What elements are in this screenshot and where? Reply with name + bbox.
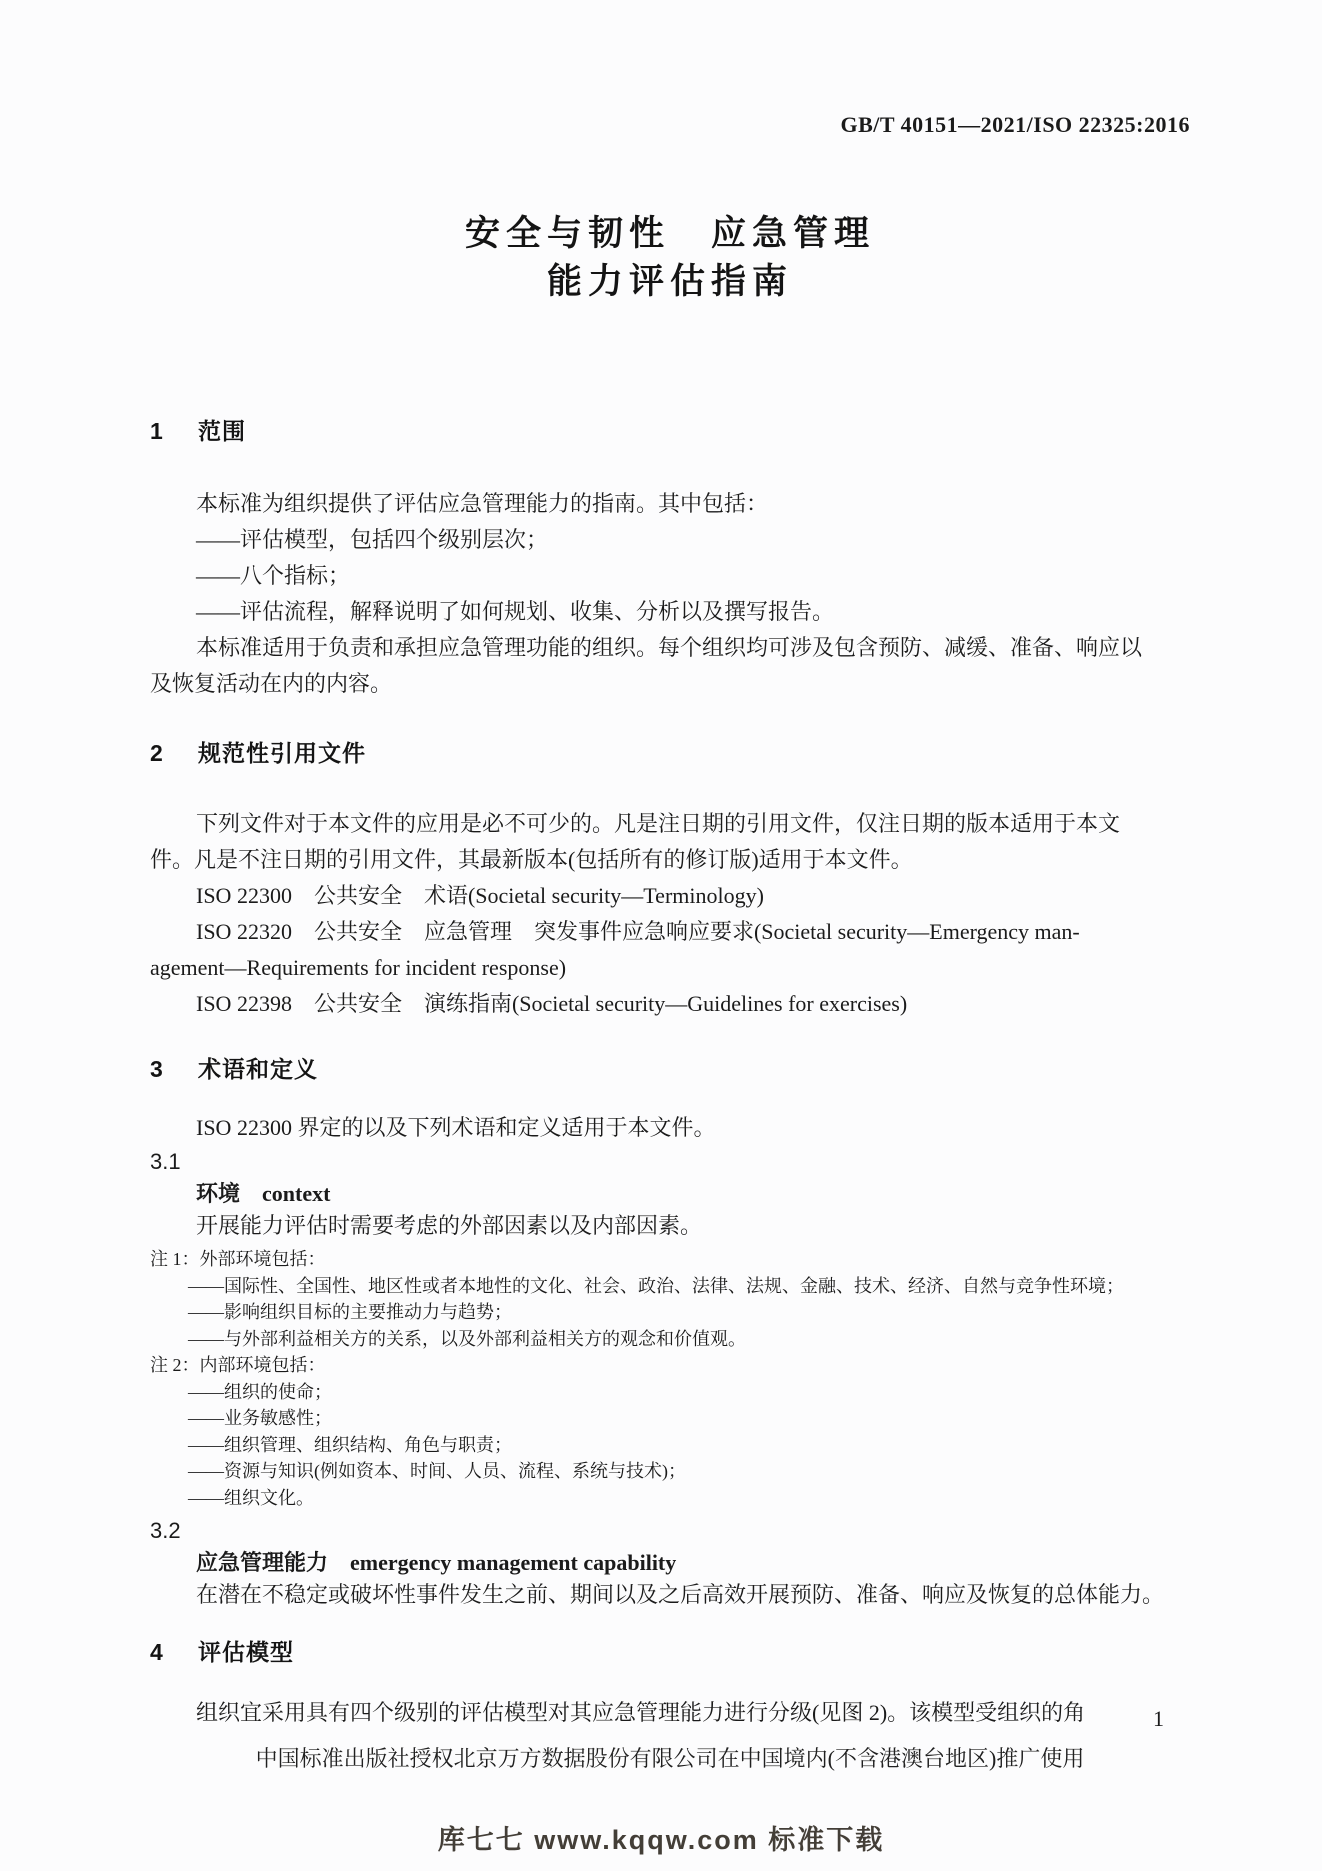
publisher-statement: 中国标准出版社授权北京万方数据股份有限公司在中国境内(不含港澳台地区)推广使用 [255,1746,1085,1771]
note-list-item: ——业务敏感性； [188,1408,332,1428]
note-list-item: ——与外部利益相关方的关系，以及外部利益相关方的观念和价值观。 [188,1328,746,1349]
section-4-heading [150,1637,1190,1667]
list-item-line: ——评估流程，解释说明了如何规划、收集、分析以及撰写报告。 [196,599,835,624]
standard-code: GB/T 40151—2021/ISO 22325:2016 [840,112,1190,137]
paragraph-line: 及恢复活动在内的内容。 [150,671,393,696]
section-2-number: 2 [150,740,164,766]
reference-line: ISO 22398 公共安全 演练指南(Societal security—Guidelines for exercises) [196,991,908,1016]
list-item-line: ——评估模型，包括四个级别层次； [196,527,549,552]
note-line: 注 1：外部环境包括： [150,1249,326,1269]
note-list-item: ——组织的使命； [188,1381,332,1402]
document-title [150,210,1190,306]
term-3-2-id: 3.2 [150,1518,181,1543]
list-item-line: ——八个指标； [196,563,351,588]
note-list-item: ——组织管理、组织结构、角色与职责； [188,1434,512,1455]
note-list-item: ——组织文化。 [188,1487,314,1508]
term-3-1-definition: 开展能力评估时需要考虑的外部因素以及内部因素。 [196,1213,703,1238]
note-list-item: ——国际性、全国性、地区性或者本地性的文化、社会、政治、法律、法规、金融、技术、经济、自然与竞争性环境； [188,1275,1124,1296]
terms-intro-line: ISO 22300 界定的以及下列术语和定义适用于本文件。 [196,1115,716,1140]
section-3-number: 3 [150,1056,164,1082]
document-title-line-2: 能力评估指南 [546,262,793,301]
term-3-1-name: 环境 context [196,1181,331,1206]
section-1-heading [150,416,1190,446]
reference-line: ISO 22300 公共安全 术语(Societal security—Terminology) [196,883,764,908]
section-1-number: 1 [150,418,164,444]
document-title-line-1: 安全与韧性 应急管理 [464,214,875,253]
section-4-number: 4 [150,1639,164,1665]
paragraph-line: 下列文件对于本文件的应用是必不可少的。凡是注日期的引用文件，仅注日期的版本适用于本文 [196,811,1121,836]
paragraph-line: 本标准为组织提供了评估应急管理能力的指南。其中包括： [196,491,769,516]
download-watermark: 库七七 www.kqqw.com 标准下载 [437,1825,885,1855]
page-number: 1 [1153,1706,1164,1731]
term-3-2-name: 应急管理能力 emergency management capability [196,1550,677,1575]
paragraph-line: 组织宜采用具有四个级别的评估模型对其应急管理能力进行分级(见图 2)。该模型受组织的角 [196,1700,1086,1725]
term-3-2-definition: 在潜在不稳定或破坏性事件发生之前、期间以及之后高效开展预防、准备、响应及恢复的总体能力。 [196,1582,1165,1607]
section-4-title: 评估模型 [198,1639,294,1665]
section-1-title: 范围 [198,418,246,444]
section-3-title: 术语和定义 [198,1056,318,1082]
section-3-heading [150,1054,1190,1084]
paragraph-line: 件。凡是不注日期的引用文件，其最新版本(包括所有的修订版)适用于本文件。 [150,847,913,872]
section-2-heading [150,738,1190,768]
reference-line: ISO 22320 公共安全 应急管理 突发事件应急响应要求(Societal security—Emergency man- [196,919,1080,944]
section-2-title: 规范性引用文件 [198,740,366,766]
reference-line: agement—Requirements for incident response) [150,955,567,980]
term-3-1-id: 3.1 [150,1149,181,1174]
note-line: 注 2：内部环境包括： [150,1355,326,1375]
paragraph-line: 本标准适用于负责和承担应急管理功能的组织。每个组织均可涉及包含预防、减缓、准备、响应以 [196,635,1143,660]
note-list-item: ——资源与知识(例如资本、时间、人员、流程、系统与技术)； [188,1461,686,1481]
note-list-item: ——影响组织目标的主要推动力与趋势； [188,1302,512,1322]
